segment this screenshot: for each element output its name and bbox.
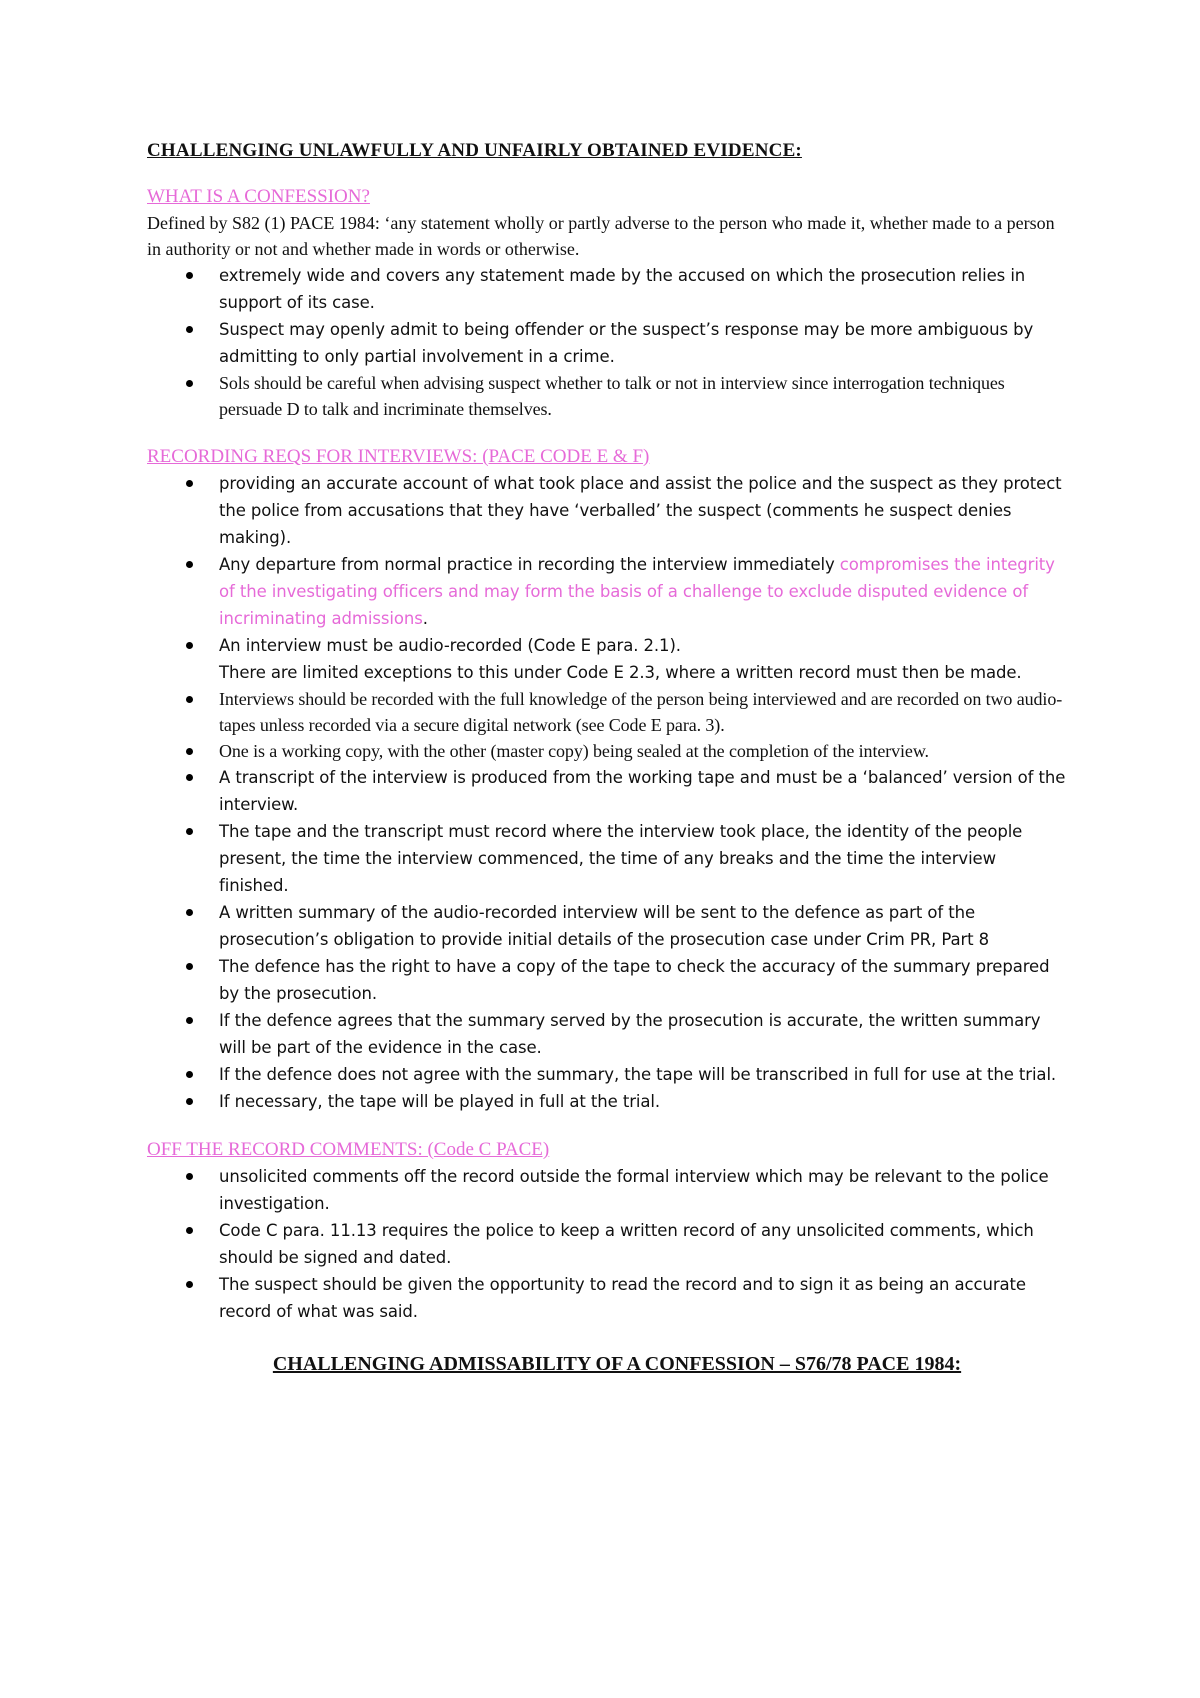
list-item: Any departure from normal practice in recording the interview immediately compromises the integrity of the investigating officers and may form the basis of a challenge to exclude disputed evidence of incriminating admissions. (147, 551, 1067, 632)
bullet-icon (186, 696, 193, 703)
document-title: CHALLENGING UNLAWFULLY AND UNFAIRLY OBTAINED EVIDENCE: (147, 140, 802, 161)
bullet-icon (186, 1281, 193, 1288)
section-heading-confession: WHAT IS A CONFESSION? (147, 186, 370, 207)
bullet-icon (186, 380, 193, 387)
section-heading-recording: RECORDING REQS FOR INTERVIEWS: (PACE CODE E & F) (147, 446, 650, 467)
highlighted-text: compromises the integrity of the investigating officers and may form the basis of a challenge to exclude disputed evidence of incriminating admissions (219, 555, 1055, 628)
bullet-icon (186, 326, 193, 333)
section-heading-off-record: OFF THE RECORD COMMENTS: (Code C PACE) (147, 1139, 550, 1160)
bullet-icon (186, 642, 193, 649)
bullet-icon (186, 1227, 193, 1234)
list-item: A written summary of the audio-recorded interview will be sent to the defence as part of the prosecution’s obligation to provide initial details of the prosecution case under Crim PR, Part 8 (147, 899, 1067, 953)
list-item: The suspect should be given the opportunity to read the record and to sign it as being an accurate record of what was said. (147, 1271, 1067, 1325)
bullet-icon (186, 480, 193, 487)
bullet-icon (186, 963, 193, 970)
confession-bullet-list (147, 262, 1067, 422)
bullet-icon (186, 1098, 193, 1105)
bullet-icon (186, 1071, 193, 1078)
list-item: The defence has the right to have a copy of the tape to check the accuracy of the summary prepared by the prosecution. (147, 953, 1067, 1007)
list-item: Suspect may openly admit to being offender or the suspect’s response may be more ambiguous by admitting to only partial involvement in a crime. (147, 316, 1067, 370)
list-item: providing an accurate account of what took place and assist the police and the suspect as they protect the police from accusations that they have ‘verballed’ the suspect (comments he suspect denies making). (147, 470, 1067, 551)
list-item: unsolicited comments off the record outside the formal interview which may be relevant to the police investigation. (147, 1163, 1067, 1217)
bullet-icon (186, 909, 193, 916)
list-item: extremely wide and covers any statement made by the accused on which the prosecution relies in support of its case. (147, 262, 1067, 316)
final-heading: CHALLENGING ADMISSABILITY OF A CONFESSION – S76/78 PACE 1984: (272, 1353, 962, 1375)
list-item: A transcript of the interview is produced from the working tape and must be a ‘balanced’ version of the interview. (147, 764, 1067, 818)
bullet-icon (186, 774, 193, 781)
list-item: If necessary, the tape will be played in full at the trial. (147, 1088, 1067, 1115)
list-item: Sols should be careful when advising suspect whether to talk or not in interview since interrogation techniques persuade D to talk and incriminate themselves. (147, 370, 1067, 422)
list-item: If the defence agrees that the summary served by the prosecution is accurate, the written summary will be part of the evidence in the case. (147, 1007, 1067, 1061)
bullet-icon (186, 828, 193, 835)
list-item: The tape and the transcript must record where the interview took place, the identity of the people present, the time the interview commenced, the time of any breaks and the time the interview finished. (147, 818, 1067, 899)
list-item: If the defence does not agree with the summary, the tape will be transcribed in full for use at the trial. (147, 1061, 1067, 1088)
list-item: Code C para. 11.13 requires the police to keep a written record of any unsolicited comments, which should be signed and dated. (147, 1217, 1067, 1271)
off-record-bullet-list (147, 1163, 1067, 1325)
bullet-icon (186, 561, 193, 568)
bullet-icon (186, 1017, 193, 1024)
bullet-icon (186, 1173, 193, 1180)
list-item: One is a working copy, with the other (master copy) being sealed at the completion of the interview. (147, 738, 1067, 764)
bullet-icon (186, 748, 193, 755)
bullet-icon (186, 272, 193, 279)
document-content (147, 140, 1067, 1376)
list-item: Interviews should be recorded with the full knowledge of the person being interviewed and are recorded on two audio-tapes unless recorded via a secure digital network (see Code E para. 3). (147, 686, 1067, 738)
recording-bullet-list (147, 470, 1067, 1115)
confession-definition: Defined by S82 (1) PACE 1984: ‘any statement wholly or partly adverse to the person who made it, whether made to a person in authority or not and whether made in words or otherwise. (147, 213, 1055, 259)
list-item: An interview must be audio-recorded (Code E para. 2.1). There are limited exceptions to this under Code E 2.3, where a written record must then be made. (147, 632, 1067, 686)
